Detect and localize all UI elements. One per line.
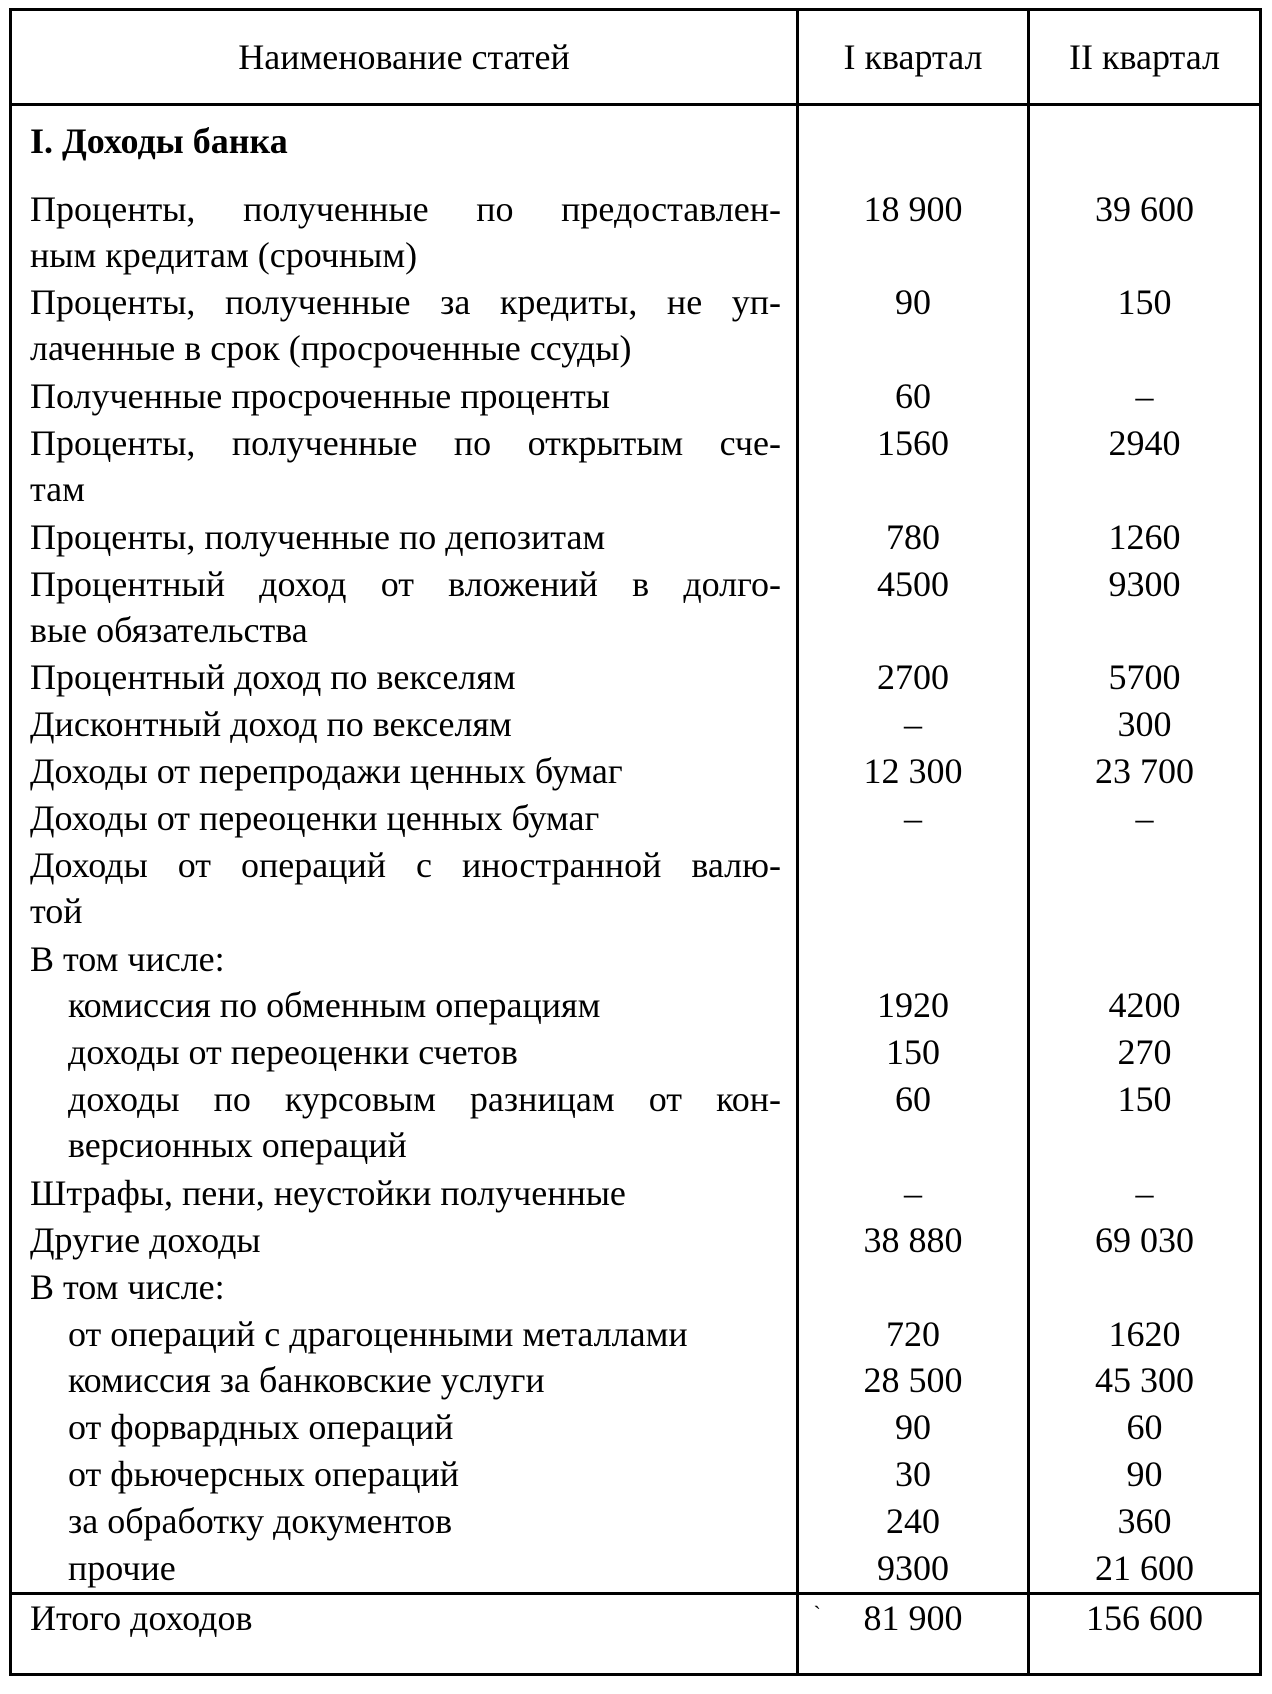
row-q1-value: –: [798, 701, 1029, 748]
row-label: [11, 1498, 798, 1545]
table-row: [11, 1311, 1261, 1358]
row-q1-value: 2700: [798, 654, 1029, 701]
row-q2-value: [1029, 1264, 1261, 1311]
row-label: [11, 748, 798, 795]
table-row: [11, 420, 1261, 514]
row-label-text: от фьючерсных операций: [68, 1454, 460, 1495]
table-row: [11, 514, 1261, 561]
table-row: [11, 1545, 1261, 1594]
row-q1-value: 1560: [798, 420, 1029, 514]
row-q1-value: 90: [798, 1404, 1029, 1451]
row-q2-value: [1029, 842, 1261, 936]
row-q2-value: 150: [1117, 282, 1172, 323]
row-label: [11, 514, 798, 561]
row-q2-value: 360: [1117, 1501, 1172, 1542]
row-q1-value: 18 900: [798, 186, 1029, 280]
section-title: I. Доходы банка: [30, 121, 288, 161]
total-q1: 81 900: [863, 1598, 963, 1638]
row-q1-value: 12 300: [798, 748, 1029, 795]
row-label: [11, 1357, 798, 1404]
row-q2-value: 300: [1117, 704, 1172, 745]
row-q2-value: 1620: [1108, 1313, 1181, 1354]
table-row: [11, 279, 1261, 373]
row-label: [11, 1029, 798, 1076]
row-label-text: Процентный доход по векселям: [30, 657, 516, 698]
row-q2-value: 4200: [1108, 985, 1181, 1026]
row-q2-value: –: [1135, 797, 1154, 838]
row-label-text: Штрафы, пени, неустойки полученные: [30, 1172, 626, 1213]
row-label: [11, 373, 798, 420]
row-label-text: Процентный доход от вложений в долго- вые обязательства: [30, 563, 781, 650]
row-label-text: Доходы от перепродажи ценных бумаг: [30, 751, 623, 792]
row-label: [11, 936, 798, 983]
stray-tick-mark: `: [813, 1601, 821, 1626]
row-label: [11, 186, 798, 280]
row-q1-value: 60: [798, 373, 1029, 420]
row-q2-value: [1029, 936, 1261, 983]
header-item-name: Наименование статей: [11, 10, 798, 105]
row-q1-value: [798, 842, 1029, 936]
row-q2-value: 1260: [1108, 516, 1181, 557]
row-label-text: Другие доходы: [30, 1219, 261, 1260]
row-q1-value: 4500: [798, 561, 1029, 655]
row-q1-value: 28 500: [798, 1357, 1029, 1404]
table-row: [11, 795, 1261, 842]
table-row: [11, 748, 1261, 795]
table-row: [11, 701, 1261, 748]
row-label-text: Проценты, полученные за кредиты, не уп- лаченные в срок (просроченные ссуды): [30, 282, 781, 369]
section-row: [11, 105, 1261, 186]
row-q1-value: 720: [798, 1311, 1029, 1358]
row-q1-value: 150: [798, 1029, 1029, 1076]
row-q1-value: 240: [798, 1498, 1029, 1545]
row-q1-value: 780: [798, 514, 1029, 561]
row-q2-value: 45 300: [1095, 1360, 1194, 1401]
table-row: [11, 1451, 1261, 1498]
table-row: [11, 936, 1261, 983]
table-row: [11, 1264, 1261, 1311]
row-q2-value: 270: [1117, 1032, 1172, 1073]
table-row: [11, 1498, 1261, 1545]
row-label: [11, 1451, 798, 1498]
row-q2-value: 150: [1117, 1079, 1172, 1120]
row-q1-value: –: [798, 1170, 1029, 1217]
row-label: [11, 420, 798, 514]
row-label-text: В том числе:: [30, 938, 225, 979]
table-row: [11, 373, 1261, 420]
row-label-text: прочие: [68, 1547, 176, 1588]
total-label: Итого доходов: [11, 1594, 798, 1675]
row-label-text: Доходы от переоценки ценных бумаг: [30, 797, 600, 838]
table-row: [11, 842, 1261, 936]
row-q1-value: 30: [798, 1451, 1029, 1498]
table-row: [11, 1029, 1261, 1076]
row-label: [11, 982, 798, 1029]
table-row: [11, 186, 1261, 280]
row-q1-value: 90: [798, 279, 1029, 373]
header-q1: I квартал: [798, 10, 1029, 105]
row-label-text: Проценты, полученные по открытым сче- там: [30, 422, 781, 509]
row-label-text: Доходы от операций с иностранной валю- той: [30, 844, 781, 931]
row-q2-value: 60: [1126, 1407, 1163, 1448]
row-q1-value: 9300: [798, 1545, 1029, 1594]
row-label: [11, 1170, 798, 1217]
table-row: [11, 1404, 1261, 1451]
table-row: [11, 982, 1261, 1029]
row-label: [11, 1076, 798, 1170]
row-label: [11, 279, 798, 373]
row-label-text: доходы по курсовым разницам от кон- версионных операций: [68, 1079, 781, 1166]
row-label: [11, 654, 798, 701]
row-label: [11, 795, 798, 842]
total-row: [11, 1594, 1261, 1675]
row-label-text: В том числе:: [30, 1266, 225, 1307]
table-row: [11, 1170, 1261, 1217]
row-q1-value: 60: [798, 1076, 1029, 1170]
row-label: [11, 842, 798, 936]
row-label-text: за обработку документов: [68, 1501, 453, 1542]
row-q2-value: 9300: [1108, 563, 1181, 604]
table-row: [11, 1357, 1261, 1404]
row-label: [11, 1217, 798, 1264]
row-label: [11, 701, 798, 748]
table-body: [11, 105, 1261, 1594]
income-table: [9, 8, 1262, 1676]
row-q1-value: 1920: [798, 982, 1029, 1029]
row-label-text: Проценты, полученные по предоставлен- ным кредитам (срочным): [30, 188, 781, 275]
row-label-text: от операций с драгоценными металлами: [68, 1313, 688, 1354]
table-row: [11, 1217, 1261, 1264]
row-label-text: комиссия за банковские услуги: [68, 1360, 545, 1401]
row-q1-value: [798, 1264, 1029, 1311]
header-q2: II квартал: [1029, 10, 1261, 105]
total-q2: 156 600: [1029, 1594, 1261, 1675]
row-label-text: комиссия по обменным операциям: [68, 985, 601, 1026]
row-q1-value: [798, 936, 1029, 983]
row-q2-value: –: [1135, 1172, 1154, 1213]
header-row: [11, 10, 1261, 105]
table-row: [11, 1076, 1261, 1170]
row-q2-value: 2940: [1108, 422, 1181, 463]
row-q2-value: 39 600: [1095, 188, 1194, 229]
row-q2-value: 90: [1126, 1454, 1163, 1495]
table-row: [11, 561, 1261, 655]
row-label-text: доходы от переоценки счетов: [68, 1032, 518, 1073]
row-q2-value: 5700: [1108, 657, 1181, 698]
row-label-text: Полученные просроченные проценты: [30, 376, 610, 417]
row-label: [11, 1311, 798, 1358]
table-row: [11, 654, 1261, 701]
row-q1-value: –: [798, 795, 1029, 842]
row-q1-value: 38 880: [798, 1217, 1029, 1264]
row-q2-value: 23 700: [1095, 751, 1194, 792]
row-q2-value: 69 030: [1095, 1219, 1194, 1260]
row-q2-value: 21 600: [1095, 1547, 1194, 1588]
row-label-text: Дисконтный доход по векселям: [30, 704, 512, 745]
row-label-text: Проценты, полученные по депозитам: [30, 516, 606, 557]
row-label: [11, 1545, 798, 1594]
row-label: [11, 1404, 798, 1451]
row-label: [11, 561, 798, 655]
row-q2-value: –: [1135, 376, 1154, 417]
row-label: [11, 1264, 798, 1311]
row-label-text: от форвардных операций: [68, 1407, 454, 1448]
